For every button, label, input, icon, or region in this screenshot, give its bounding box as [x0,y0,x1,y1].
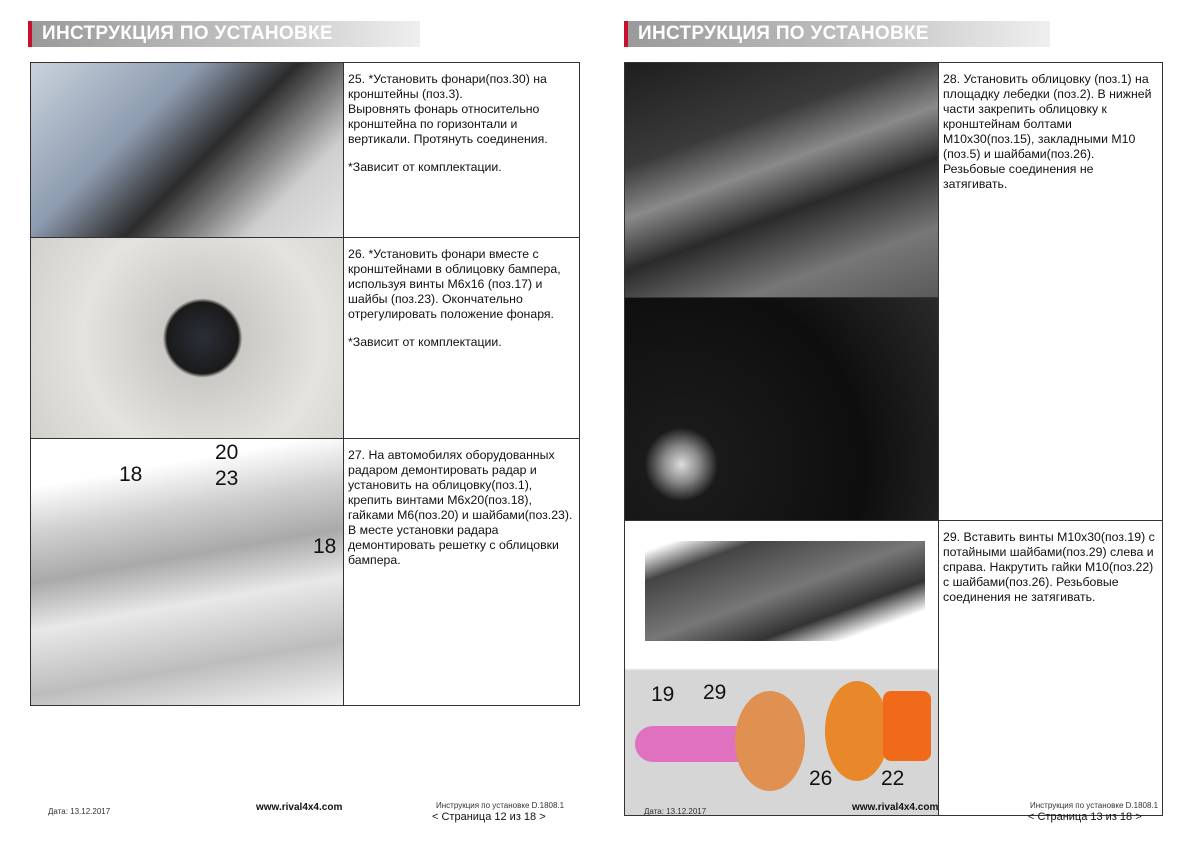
footer-date: Дата: 13.12.2017 [48,807,111,816]
footer-website[interactable]: www.rival4x4.com [256,802,343,813]
callout-26: 26 [809,767,833,790]
step-26-text: 26. *Установить фонари вместе с кронштейнами в облицовку бампера, используя винты М6х16 (поз.17) и шайбы (поз.23). Окончательно отрегулировать положение фонаря. *Зависит от комплектации. [343,237,580,439]
page-header: ИНСТРУКЦИЯ ПО УСТАНОВКЕ [624,21,1050,47]
callout-19: 19 [651,683,675,706]
callout-18b: 18 [313,535,337,558]
footer-date: Дата: 13.12.2017 [644,807,707,816]
callout-18: 18 [119,463,143,486]
washer-26 [825,681,889,781]
footer-page: < Страница 13 из 18 > [1028,811,1142,823]
callout-22: 22 [881,767,905,790]
footer-page: < Страница 12 из 18 > [432,811,546,823]
footer-doc: Инструкция по установке D.1808.1 [1030,801,1159,810]
step-29-diagram [624,520,939,816]
step-28-photo-bottom [624,297,939,521]
bumper-shape [645,541,925,641]
footer-doc: Инструкция по установке D.1808.1 [436,801,565,810]
step-25-text: 25. *Установить фонари(поз.30) на кронштейны (поз.3). Выровнять фонарь относительно кронштейна по горизонтали и вертикали. Протянуть соединения. *Зависит от комплектации. [343,62,580,238]
step-28-text: 28. Установить облицовку (поз.1) на площадку лебедки (поз.2). В нижней части закрепить облицовку к кронштейнам болтами М10х30(поз.15), закладными М10 (поз.5) и шайбами(поз.26). Резьбовые соединения не затягивать. [938,62,1163,521]
step-27-text: 27. На автомобилях оборудованных радаром демонтировать радар и установить на облицовку(поз.1), крепить винтами М6х20(поз.18), гайками М6(поз.20) и шайбами(поз.23). В месте установки радара демонтировать решетку с облицовки бампера. [343,438,580,706]
callout-20: 20 [215,441,239,464]
footer-website[interactable]: www.rival4x4.com [852,802,939,813]
callout-23: 23 [215,467,239,490]
callout-29: 29 [703,681,727,704]
nut-22 [883,691,931,761]
step-29-text: 29. Вставить винты М10х30(поз.19) с потайными шайбами(поз.29) слева и справа. Накрутить гайки М10(поз.22) с шайбами(поз.26). Резьбовые соединения не затягивать. [938,520,1163,816]
step-25-photo [30,62,344,238]
step-28-photo-top [624,62,939,298]
page-header: ИНСТРУКЦИЯ ПО УСТАНОВКЕ [28,21,420,47]
washer-29 [735,691,805,791]
step-27-diagram [30,438,344,706]
step-26-photo [30,237,344,439]
